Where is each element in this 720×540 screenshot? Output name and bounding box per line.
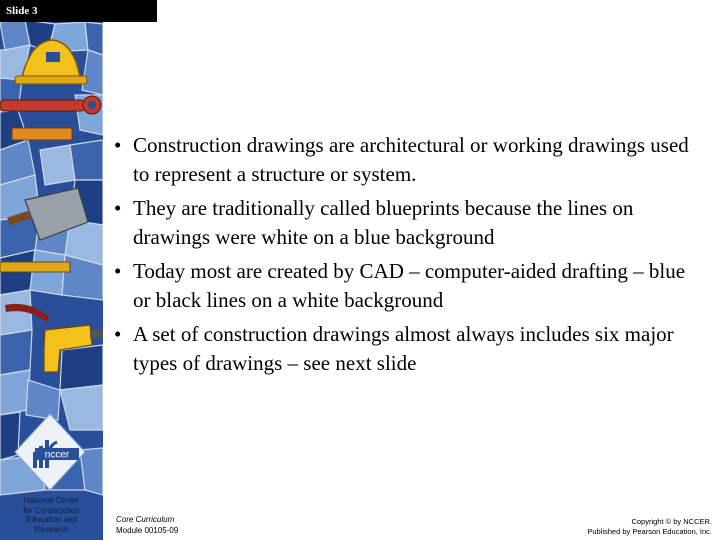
footer-curriculum: Core Curriculum bbox=[116, 515, 175, 524]
slide-body bbox=[114, 131, 704, 383]
bullet-dot: • bbox=[114, 133, 122, 157]
bullet-text: Today most are created by CAD – computer-aided drafting – blue or black lines on a white background bbox=[133, 259, 686, 312]
org-line: Research bbox=[34, 524, 69, 534]
nccer-logo-wordmark: nccer bbox=[44, 449, 70, 461]
bullet-item bbox=[114, 194, 704, 252]
org-line: National Center bbox=[23, 496, 80, 505]
bullet-text: They are traditionally called blueprints because the lines on drawings were white on a blue background bbox=[133, 196, 634, 249]
nccer-logo-graphic bbox=[13, 412, 88, 500]
bullet-item bbox=[114, 131, 704, 189]
org-line: for Construction bbox=[23, 505, 80, 515]
bullet-dot: • bbox=[114, 259, 122, 283]
publisher-line: Published by Pearson Education, Inc. bbox=[587, 527, 712, 536]
bullet-text: A set of construction drawings almost always includes six major types of drawings – see next slide bbox=[133, 322, 674, 375]
footer-copyright bbox=[587, 517, 712, 537]
slide-number-label: Slide 3 bbox=[0, 0, 157, 22]
copyright-line: Copyright © by NCCER. bbox=[631, 517, 712, 526]
bullet-item bbox=[114, 320, 704, 378]
organization-name bbox=[0, 496, 103, 534]
bullet-text: Construction drawings are architectural or working drawings used to represent a structure or system. bbox=[133, 133, 689, 186]
bullet-item bbox=[114, 257, 704, 315]
footer-module: Module 00105-09 bbox=[116, 526, 179, 535]
org-line: Education and bbox=[25, 515, 78, 524]
footer-module-info bbox=[116, 514, 178, 536]
bullet-dot: • bbox=[114, 322, 122, 346]
nccer-logo bbox=[13, 412, 88, 500]
bullet-dot: • bbox=[114, 196, 122, 220]
